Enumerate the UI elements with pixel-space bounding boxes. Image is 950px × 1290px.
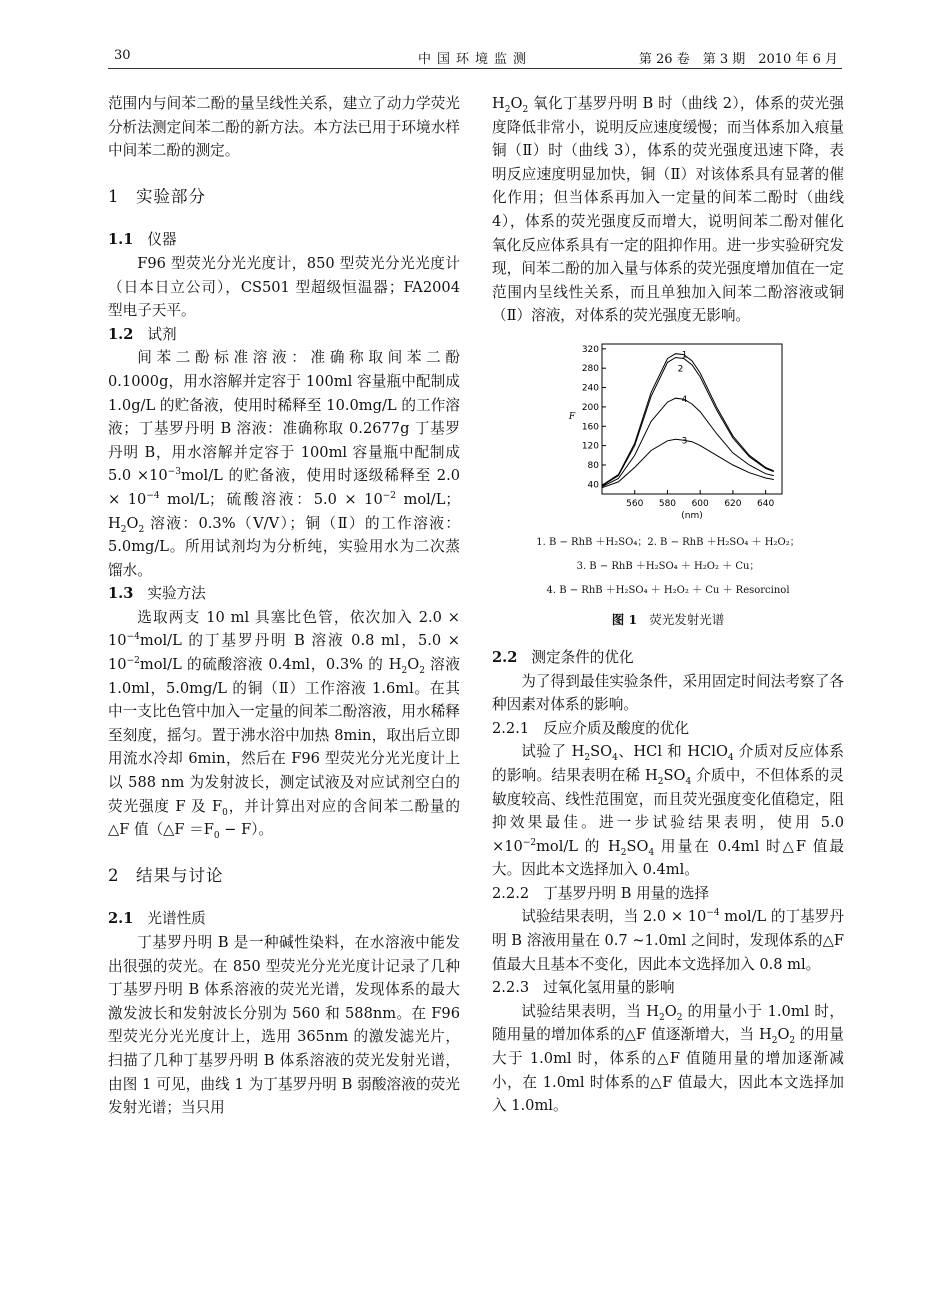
y-tick-label: 40 <box>587 480 599 491</box>
method-paragraph: 选取两支 10 ml 具塞比色管，依次加入 $2.0 \times 10^{-4}mol/L$ 的丁基罗丹明 B 溶液 0.8 ml，$5.0 \times 10^{-2}mol/L$ 的硫酸溶液 0.4ml，0.3% 的 $H_2O_2$ 溶液 1.0ml，5.0mg/L 的铜（Ⅱ）工作溶液 1.6ml。在其中一支比色管中加入一定量的间苯二酚溶液，用水稀释至刻度，摇匀。置于沸水浴中加热 8min，取出后立即用流水冷却 6min，然后在 F96 型荧光分光光度计上以 588 nm 为发射波长，测定试液及对应试剂空白的荧光强度 F 及 $F_0$，并计算出对应的含间苯二酚量的△F 值（△F $=F_0 - F$）。 <box>108 608 460 842</box>
x-axis-label: (nm) <box>681 510 703 521</box>
series-line-2 <box>602 357 774 485</box>
instruments-paragraph: F96 型荧光分光光度计，850 型荧光分光光度计（日本日立公司），CS501 型超级恒温器；FA2004 型电子天平。 <box>108 254 460 320</box>
y-tick-label: 280 <box>581 364 599 375</box>
figure-title: 荧光发射光谱 <box>649 611 725 627</box>
section-title: 实验部分 <box>136 186 206 206</box>
peroxide-paragraph: 试验结果表明，当 $H_2O_2$ 的用量小于 1.0ml 时，随用量的增加体系的△F 值逐渐增大，当 $H_2O_2$ 的用量大于 1.0ml 时，体系的△F 值随用量的增加逐渐减小，在 1.0ml 时体系的△F 值最大，因此本文选择加入 1.0ml。 <box>492 1002 845 1115</box>
subsection-number: 2.2 <box>492 648 518 666</box>
curve-label-4: 4 <box>681 395 688 406</box>
spectral-continued-paragraph: $H_2O_2$ 氧化丁基罗丹明 B 时（曲线 2），体系的荧光强度降低非常小，说明反应速度缓慢；而当体系加入痕量铜（Ⅱ）时（曲线 3），体系的荧光强度迅速下降，表明反应速度明显加快，铜（Ⅱ）对该体系具有显著的催化作用；但当体系再加入一定量的间苯二酚时（曲线 4），体系的荧光强度反而增大，说明间苯二酚对催化氧化反应体系具有一定的阻抑作用。进一步实验研究发现，间苯二酚的加入量与体系的荧光强度增加值在一定范围内呈线性关系，而且单独加入间苯二酚溶液或铜（Ⅱ）溶液，对体系的荧光强度无影响。 <box>492 95 844 325</box>
subsection-1-3-heading <box>108 582 460 606</box>
spectral-paragraph: 丁基罗丹明 B 是一种碱性染料，在水溶液中能发出很强的荧光。在 850 型荧光分光光度计记录了几种丁基罗丹明 B 体系溶液的荧光光谱，发现体系的最大激发波长和发射波长分别为 560 和 588nm。在 F96 型荧光分光光度计上，选用 365nm 的激发滤光片，扫描了几种丁基罗丹明 B 体系溶液的荧光发射光谱，由图 1 可见，曲线 1 为丁基罗丹明 B 弱酸溶液的荧光发射光谱；当只用 <box>108 934 460 1117</box>
running-header <box>108 46 842 69</box>
page-number: 30 <box>114 48 131 63</box>
reagents-paragraph: 间苯二酚标准溶液：准确称取间苯二酚 0.1000g，用水溶解并定容于 100ml 容量瓶中配制成 1.0g/L 的贮备液，使用时稀释至 10.0mg/L 的工作溶液；丁基罗丹明 B 溶液：准确称取 0.2677g 丁基罗丹明 B，用水溶解并定容于 100ml 容量瓶中配制成 $5.0 \times 10^{-3}mol/L$ 的贮备液，使用时逐级稀释至 $2.0 \times 10^{-4}$ mol/L；硫酸溶液：$5.0 \times 10^{-2}$ mol/L；$H_2O_2$ 溶液：0.3%（V/V）；铜（Ⅱ）的工作溶液：5.0mg/L。所用试剂均为分析纯，实验用水为二次蒸馏水。 <box>108 349 461 579</box>
subsection-title: 反应介质及酸度的优化 <box>543 719 690 737</box>
emission-spectrum-chart <box>492 336 844 526</box>
subsection-title: 过氧化氢用量的影响 <box>543 979 675 997</box>
curve-label-3: 3 <box>681 436 688 447</box>
legend-line-2: 3. B − RhB ＋H₂SO₄ ＋ H₂O₂ ＋ Cu； <box>576 560 760 572</box>
x-tick-label: 640 <box>757 498 775 509</box>
y-tick-label: 120 <box>581 441 599 452</box>
subsection-title: 仪器 <box>147 231 177 249</box>
plot-frame <box>602 344 782 494</box>
subsection-title: 实验方法 <box>147 585 206 603</box>
subsection-title: 试剂 <box>147 325 177 343</box>
right-column <box>492 92 844 1118</box>
optimization-paragraph: 为了得到最佳实验条件，采用固定时间法考察了各种因素对体系的影响。 <box>492 672 844 714</box>
issue-info: 第 26 卷 第 3 期 2010 年 6 月 <box>638 52 838 67</box>
curve-label-2: 2 <box>677 364 684 375</box>
subsection-number: 1.1 <box>108 231 134 249</box>
x-tick-label: 620 <box>724 498 742 509</box>
legend-line-1: 1. B − RhB ＋H₂SO₄；2. B − RhB ＋H₂SO₄ ＋ H₂O₂； <box>536 536 800 548</box>
subsection-title: 光谱性质 <box>147 910 206 928</box>
legend-line-3: 4. B − RhB ＋H₂SO₄ ＋ H₂O₂ ＋ Cu ＋ Resorcinol <box>546 584 790 596</box>
x-tick-label: 600 <box>691 498 709 509</box>
subsection-2-2-2-heading <box>492 882 844 906</box>
y-tick-label: 200 <box>581 402 599 413</box>
curve-label-1: 1 <box>681 350 688 361</box>
rhodamine-dosage-paragraph: 试验结果表明，当 $2.0 \times 10^{-4}$ mol/L 的丁基罗丹明 B 溶液用量在 0.7 ~1.0ml 之间时，发现体系的△F 值最大且基本不变化，因此本文选择加入 0.8 ml。 <box>492 908 844 973</box>
y-tick-label: 320 <box>581 344 599 355</box>
acidity-paragraph: 试验了 $H_2SO_4$、HCl 和 HClO$_4$ 介质对反应体系的影响。结果表明在稀 $H_2SO_4$ 介质中，不但体系的灵敏度较高、线性范围宽，而且荧光强度变化值稳定，阻抑效果最佳。进一步试验结果表明，使用 $5.0 \times 10^{-2}mol/L$ 的 $H_2SO_4$ 用量在 0.4ml 时△F 值最大。因此本文选择加入 0.4ml。 <box>492 743 845 879</box>
figure-caption <box>492 608 844 632</box>
y-tick-label: 80 <box>587 460 599 471</box>
section-number: 1 <box>108 186 120 206</box>
section-2-heading <box>108 864 460 888</box>
subsection-1-1-heading <box>108 228 460 252</box>
subsection-number: 1.3 <box>108 585 134 603</box>
section-number: 2 <box>108 865 120 885</box>
subsection-2-2-3-heading <box>492 976 844 1000</box>
subsection-2-2-heading <box>492 646 844 670</box>
subsection-number: 1.2 <box>108 325 134 343</box>
section-1-heading <box>108 185 460 209</box>
subsection-2-2-1-heading <box>492 717 844 741</box>
figure-label: 图 1 <box>611 611 638 627</box>
x-tick-label: 580 <box>658 498 677 509</box>
subsection-number: 2.2.2 <box>492 884 530 902</box>
subsection-number: 2.2.1 <box>492 719 530 737</box>
x-tick-label: 560 <box>626 498 644 509</box>
subsection-title: 丁基罗丹明 B 用量的选择 <box>543 884 710 902</box>
journal-name: 中国环境监测 <box>417 52 532 67</box>
y-tick-label: 240 <box>581 383 599 394</box>
section-title: 结果与讨论 <box>136 865 224 885</box>
y-tick-label: 160 <box>581 422 599 433</box>
subsection-1-2-heading <box>108 323 460 347</box>
subsection-number: 2.2.3 <box>492 979 530 997</box>
subsection-number: 2.1 <box>108 910 134 928</box>
y-axis-label: F <box>568 411 576 422</box>
subsection-2-1-heading <box>108 907 460 931</box>
figure-1 <box>492 336 844 636</box>
intro-paragraph: 范围内与间苯二酚的量呈线性关系，建立了动力学荧光分析法测定间苯二酚的新方法。本方法已用于环境水样中间苯二酚的测定。 <box>108 95 460 160</box>
left-column <box>108 92 460 1120</box>
subsection-title: 测定条件的优化 <box>531 648 634 666</box>
